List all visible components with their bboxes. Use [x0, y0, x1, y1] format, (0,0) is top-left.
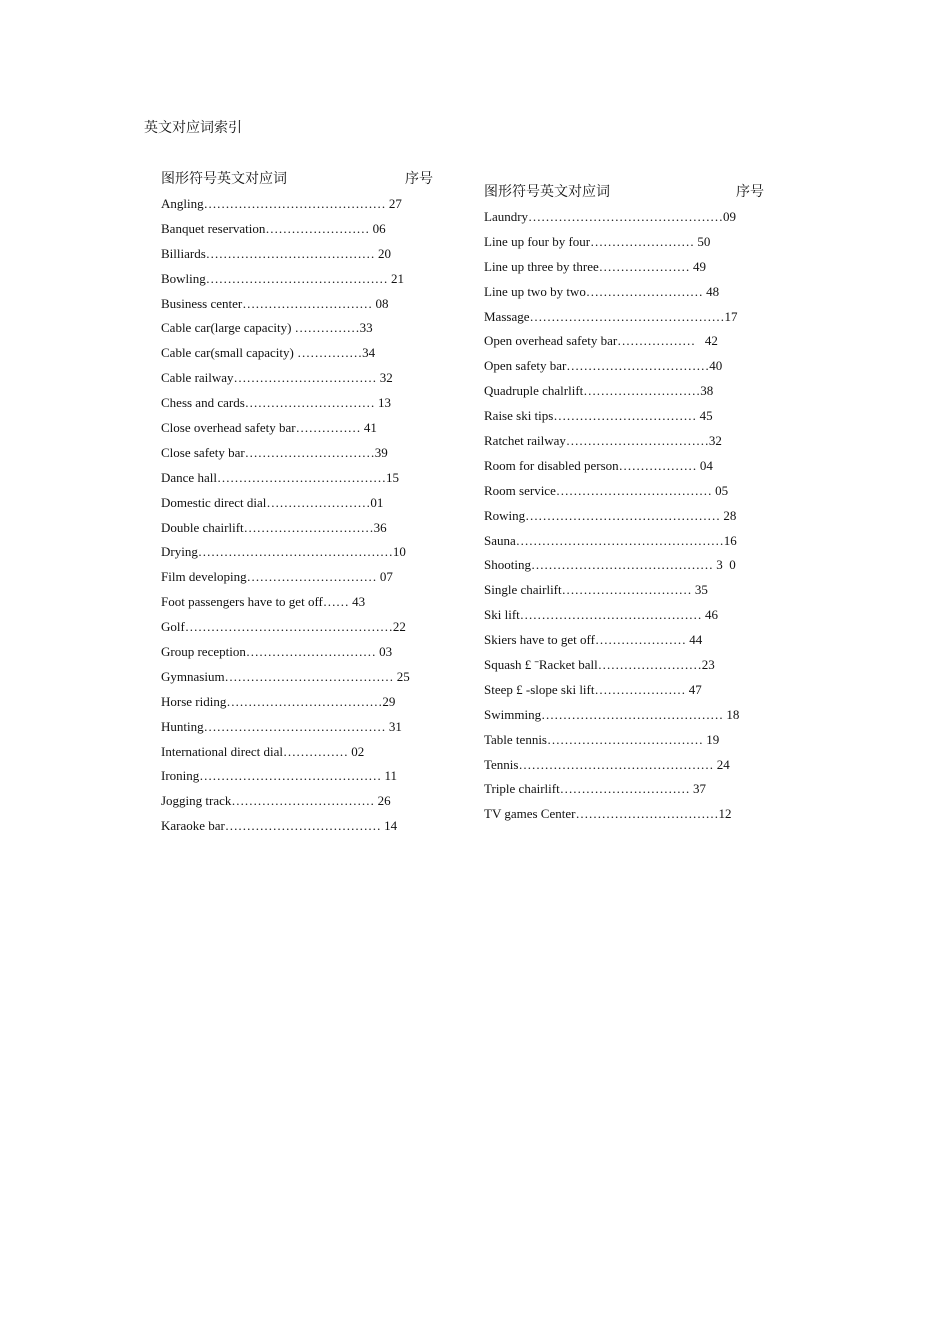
index-entry: Single chairlift………………………… 35 — [484, 582, 708, 598]
index-entry: Karaoke bar……………………………… 14 — [161, 818, 398, 834]
index-entry: Rowing……………………………………… 28 — [484, 507, 737, 523]
index-entry: Ironing…………………………………… 11 — [161, 768, 398, 784]
index-entry: Raise ski tips…………………………… 45 — [484, 408, 713, 424]
index-entry: Table tennis……………………………… 19 — [484, 731, 720, 747]
index-list — [484, 206, 774, 828]
index-entry: Line up two by two……………………… 48 — [484, 283, 720, 299]
index-entry: Triple chairlift………………………… 37 — [484, 781, 706, 797]
index-entry: Billiards………………………………… 20 — [161, 245, 392, 261]
index-entry: Shooting…………………………………… 3 0 — [484, 557, 736, 573]
header-term-label: 图形符号英文对应词 — [484, 185, 610, 200]
index-entry: Hunting…………………………………… 31 — [161, 718, 402, 734]
index-entry: Foot passengers have to get off…… 43 — [161, 594, 366, 610]
index-entry: Double chairlift…………………………36 — [161, 519, 387, 535]
index-entry: Tennis……………………………………… 24 — [484, 756, 730, 772]
index-entry: Ski lift…………………………………… 46 — [484, 607, 719, 623]
header-number-label: 序号 — [736, 185, 764, 200]
index-entry: Line up three by three………………… 49 — [484, 258, 707, 274]
index-list — [161, 193, 441, 840]
index-entry: Ratchet railway……………………………32 — [484, 433, 722, 449]
index-entry: Close safety bar…………………………39 — [161, 444, 388, 460]
index-entry: TV games Center……………………………12 — [484, 806, 732, 822]
index-entry: Bowling…………………………………… 21 — [161, 270, 405, 286]
column-header — [484, 184, 774, 206]
index-entry: Gymnasium………………………………… 25 — [161, 668, 410, 684]
index-entry: Cable car(large capacity) ……………33 — [161, 320, 373, 336]
index-entry: Squash £ ˉRacket ball……………………23 — [484, 657, 715, 673]
index-entry: Horse riding………………………………29 — [161, 693, 396, 709]
index-entry: Close overhead safety bar…………… 41 — [161, 420, 377, 436]
index-column-left — [161, 171, 441, 840]
index-entry: Film developing………………………… 07 — [161, 569, 393, 585]
index-entry: Chess and cards………………………… 13 — [161, 395, 392, 411]
index-entry: Massage………………………………………17 — [484, 308, 738, 324]
header-number-label: 序号 — [405, 172, 433, 187]
index-entry: Room service……………………………… 05 — [484, 482, 729, 498]
index-entry: Cable car(small capacity) ……………34 — [161, 345, 376, 361]
index-entry: Business center………………………… 08 — [161, 295, 389, 311]
index-entry: Group reception………………………… 03 — [161, 644, 393, 660]
index-entry: Sauna…………………………………………16 — [484, 532, 737, 548]
index-entry: Swimming…………………………………… 18 — [484, 706, 740, 722]
column-header — [161, 171, 441, 193]
index-entry: Skiers have to get off………………… 44 — [484, 632, 703, 648]
index-entry: International direct dial…………… 02 — [161, 743, 365, 759]
index-entry: Golf…………………………………………22 — [161, 619, 406, 635]
index-entry: Jogging track…………………………… 26 — [161, 793, 391, 809]
index-entry: Laundry………………………………………09 — [484, 209, 737, 224]
index-entry: Quadruple chalrlift………………………38 — [484, 383, 714, 399]
index-entry: Open overhead safety bar……………… 42 — [484, 333, 718, 349]
header-term-label: 图形符号英文对应词 — [161, 172, 287, 187]
index-entry: Cable railway…………………………… 32 — [161, 370, 393, 386]
index-entry: Steep £ -slope ski lift………………… 47 — [484, 681, 702, 697]
index-entry: Open safety bar……………………………40 — [484, 358, 723, 374]
index-entry: Domestic direct dial……………………01 — [161, 494, 384, 510]
index-entry: Drying………………………………………10 — [161, 544, 406, 560]
index-entry: Angling…………………………………… 27 — [161, 196, 402, 211]
index-entry: Room for disabled person……………… 04 — [484, 457, 713, 473]
page-title: 英文对应词索引 — [144, 121, 242, 136]
index-column-right — [484, 184, 774, 828]
index-entry: Dance hall…………………………………15 — [161, 469, 399, 485]
index-entry: Banquet reservation…………………… 06 — [161, 220, 386, 236]
index-entry: Line up four by four…………………… 50 — [484, 233, 711, 249]
